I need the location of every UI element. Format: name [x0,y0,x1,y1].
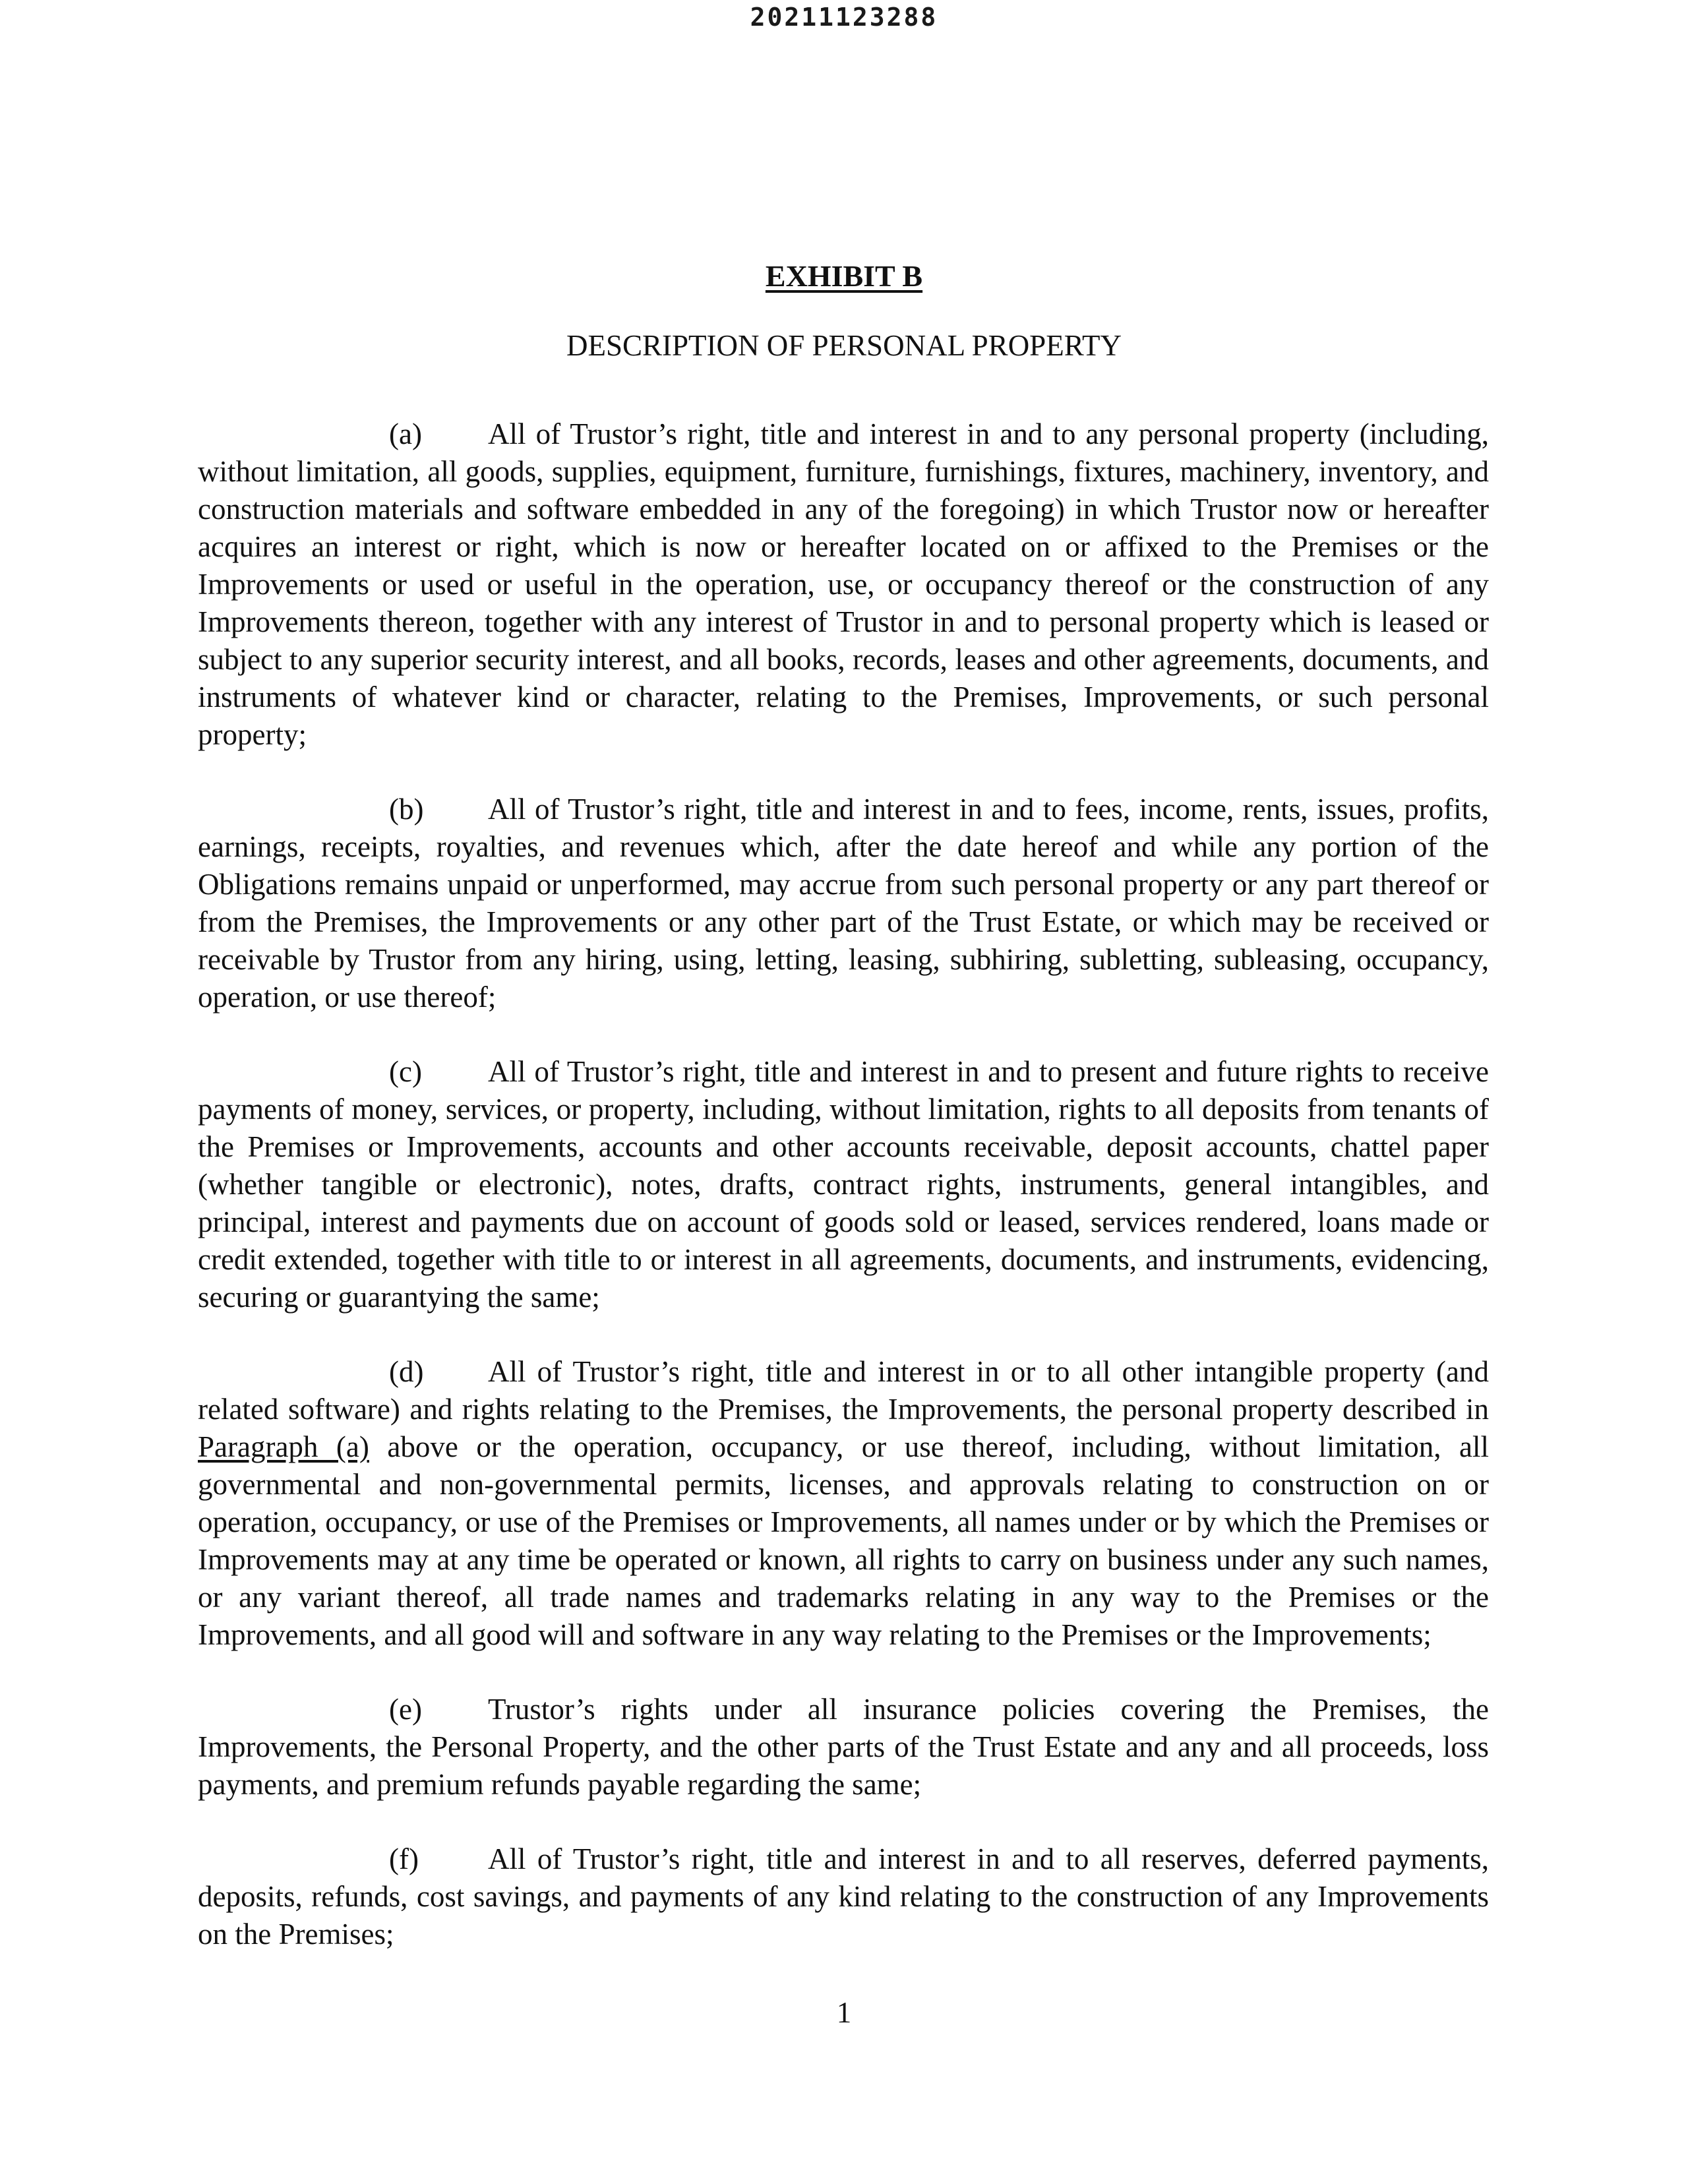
paragraph-label: (f) [389,1842,419,1875]
paragraph-a-reference: Paragraph (a) [198,1430,369,1463]
paragraph-text: All of Trustor’s right, title and interest in and to all reserves, deferred payments, deposits, refunds, cost savings, and payments of any kind relating to the construction of any Improvements on the Premises; [198,1842,1489,1951]
paragraph-c [198,1053,1489,1316]
paragraph-label: (c) [389,1055,422,1088]
exhibit-title: EXHIBIT B [765,259,923,293]
paragraph-f [198,1840,1489,1953]
page-number: 1 [836,1996,852,2029]
paragraph-label: (e) [389,1693,422,1726]
paragraph-text: Trustor’s rights under all insurance policies covering the Premises, the Improvements, the Personal Property, and the other parts of the Trust Estate and any and all proceeds, loss payments, and premium refunds payable regarding the same; [198,1693,1489,1801]
paragraph-text: All of Trustor’s right, title and interest in or to all other intangible property (and related software) and rights relating to the Premises, the Improvements, the personal property described in [198,1355,1489,1426]
document-number: 20211123288 [750,3,938,32]
paragraph-b [198,791,1489,1016]
exhibit-subtitle: DESCRIPTION OF PERSONAL PROPERTY [566,329,1122,362]
paragraph-text: All of Trustor’s right, title and interest in and to fees, income, rents, issues, profits, earnings, receipts, royalties, and revenues which, after the date hereof and while any portion of the Obligations remains unpaid or unperformed, may accrue from such personal property or any part thereof or from the Premises, the Improvements or any other part of the Trust Estate, or which may be received or receivable by Trustor from any hiring, using, letting, leasing, subhiring, subletting, subleasing, occupancy, operation, or use thereof; [198,793,1489,1014]
paragraph-text: All of Trustor’s right, title and interest in and to present and future rights to receive payments of money, services, or property, including, without limitation, rights to all deposits from tenants of the Premises or Improvements, accounts and other accounts receivable, deposit accounts, chattel paper (whether tangible or electronic), notes, drafts, contract rights, instruments, general intangibles, and principal, interest and payments due on account of goods sold or leased, services rendered, loans made or credit extended, together with title to or interest in all agreements, documents, and instruments, evidencing, securing or guarantying the same; [198,1055,1489,1314]
paragraph-label: (b) [389,793,424,826]
paragraph-label: (a) [389,417,422,450]
paragraph-e [198,1691,1489,1804]
paragraph-d [198,1353,1489,1654]
document-body [198,415,1489,1990]
paragraph-text: All of Trustor’s right, title and interest in and to any personal property (including, without limitation, all goods, supplies, equipment, furniture, furnishings, fixtures, machinery, inventory, and construction materials and software embedded in any of the foregoing) in which Trustor now or hereafter acquires an interest or right, which is now or hereafter located on or affixed to the Premises or the Improvements or used or useful in the operation, use, or occupancy thereof or the construction of any Improvements thereon, together with any interest of Trustor in and to personal property which is leased or subject to any superior security interest, and all books, records, leases and other agreements, documents, and instruments of whatever kind or character, relating to the Premises, Improvements, or such personal property; [198,417,1489,751]
paragraph-a [198,415,1489,754]
paragraph-label: (d) [389,1355,424,1388]
paragraph-text-continued: above or the operation, occupancy, or use thereof, including, without limitation, all governmental and non-governmental permits, licenses, and approvals relating to construction on or operation, occupancy, or use of the Premises or Improvements, all names under or by which the Premises or Improvements may at any time be operated or known, all rights to carry on business under any such names, or any variant thereof, all trade names and trademarks relating in any way to the Premises or the Improvements, and all good will and software in any way relating to the Premises or the Improvements; [198,1430,1489,1651]
